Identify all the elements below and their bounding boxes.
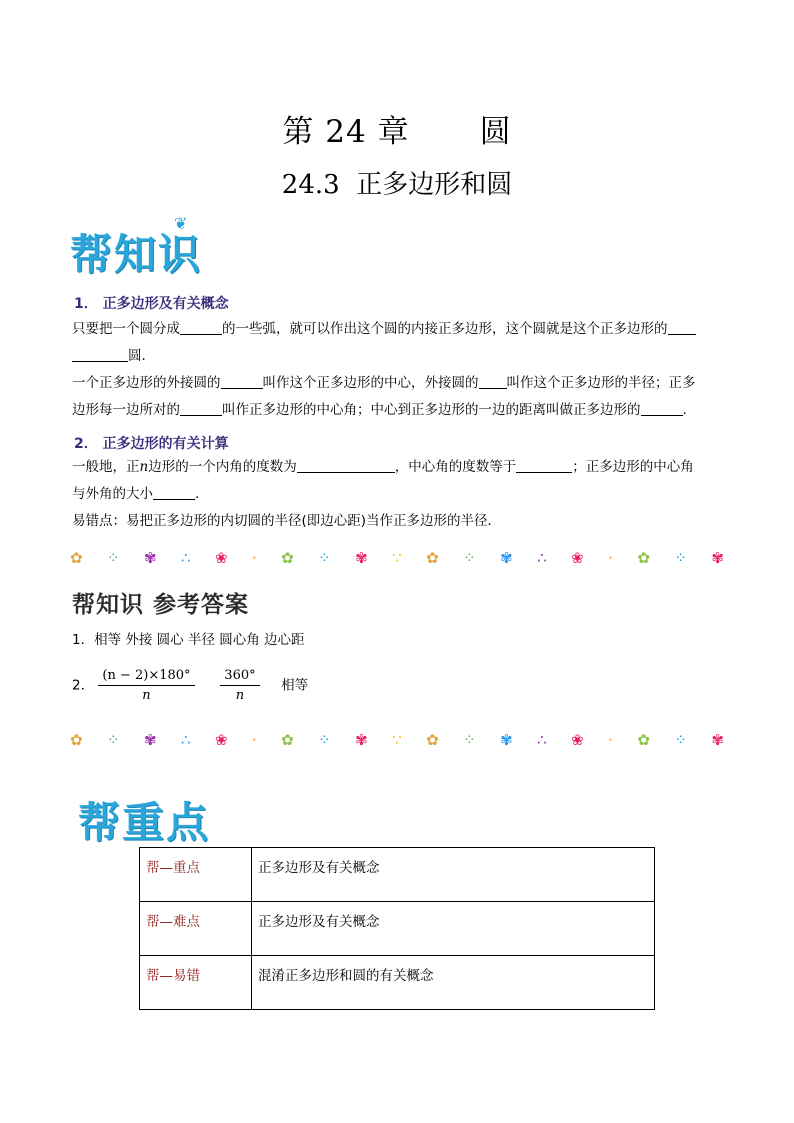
error-note: 易错点：易把正多边形的内切圆的半径(即边心距)当作正多边形的半径． — [72, 513, 502, 529]
keypoint-value: 正多边形及有关概念 — [252, 848, 655, 902]
brand-knowledge-logo: 帮知识 — [70, 230, 203, 279]
part1-heading: 1． 正多边形及有关概念 — [74, 296, 229, 312]
answer-2: 2． $\frac{(n - 2)\times 180^\circ}{n}$ $\frac{360^\circ}{n}$ 相等 — [72, 668, 309, 703]
table-row — [140, 956, 655, 1010]
part1-body: 只要把一个圆分成 的一些弧，就可以作出这个圆的内接正多边形，这个圆就是这个正多边形的 圆． 一个正多边形的外接圆的 叫作这个正多边形的中心，外接圆的 叫作这个正多边形的半径；正多 边形每一边所对的 叫作正多边形的中心角；中心到正多边形的一边的距离叫做正多边形的 . — [72, 321, 696, 418]
table-row — [140, 902, 655, 956]
keypoint-key: 帮—易错 — [140, 956, 252, 1010]
part2-heading: 2． 正多边形的有关计算 — [74, 436, 229, 452]
section-title: 24.3 正多边形和圆 — [281, 170, 513, 200]
central-angle-fraction: $\frac{360^\circ}{n}$ — [220, 668, 259, 703]
keypoint-value: 正多边形及有关概念 — [252, 902, 655, 956]
keypoint-key: 帮—难点 — [140, 902, 252, 956]
chapter-title: 第 24 章 圆 — [282, 114, 512, 150]
interior-angle-fraction: $\frac{(n - 2)\times 180^\circ}{n}$ — [98, 668, 194, 703]
answers-heading: 帮知识 参考答案 — [72, 592, 250, 618]
part2-body: 一般地，正n边形的一个内角的度数为 ，中心角的度数等于 ；正多边形的中心角 与外角的大小 . 易错点：易把正多边形的内切圆的半径(即边心距)当作正多边形的半径． — [72, 454, 732, 535]
heart-icon: ❦ — [174, 214, 188, 233]
keypoint-value: 混淆正多边形和圆的有关概念 — [252, 956, 655, 1010]
table-row — [140, 848, 655, 902]
decorative-divider: ✿ ⁘ ✾ ∴ ❀ · ✿ ⁘ ✾ ∵ ✿ ⁘ ✾ ∴ ❀ · ✿ ⁘ ✾ — [70, 731, 724, 749]
keypoint-key: 帮—重点 — [140, 848, 252, 902]
answer-1: 1．相等 外接 圆心 半径 圆心角 边心距 — [72, 632, 305, 648]
keypoints-table — [139, 847, 655, 1010]
decorative-divider: ✿ ⁘ ✾ ∴ ❀ · ✿ ⁘ ✾ ∵ ✿ ⁘ ✾ ∴ ❀ · ✿ ⁘ ✾ — [70, 549, 724, 567]
brand-keypoints-logo: 帮重点 — [78, 798, 211, 847]
